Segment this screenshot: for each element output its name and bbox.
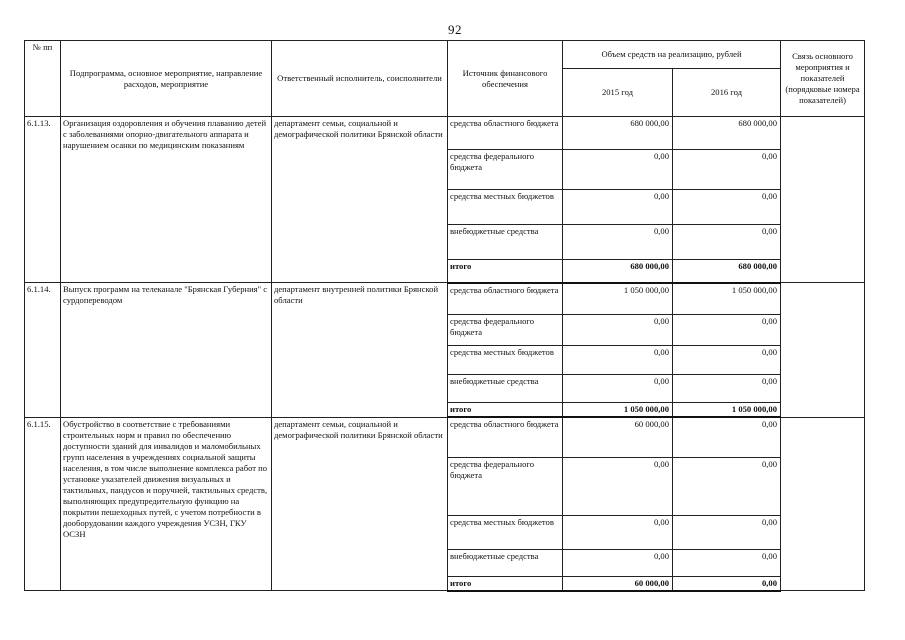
source-label: средства федерального бюджета [448,150,563,190]
row-num: 6.1.14. [25,283,61,418]
value-2015: 0,00 [563,315,673,346]
source-label: средства областного бюджета [448,283,563,315]
header-link: Связь основного мероприятия и показателей (порядковые номера показателей) [781,41,865,117]
value-2015: 60 000,00 [563,417,673,457]
row-group-6-1-13 [25,117,865,283]
value-2016: 1 050 000,00 [673,283,781,315]
header-year-2015: 2015 год [563,69,673,117]
row-responsible: департамент семьи, социальной и демографической политики Брянской области [272,117,448,283]
page-number: 92 [448,22,462,37]
value-2016: 0,00 [673,515,781,549]
header-source: Источник финансового обеспечения [448,41,563,117]
source-label: средства местных бюджетов [448,346,563,375]
value-2016: 0,00 [673,549,781,576]
link-cell [781,283,865,418]
source-label: средства федерального бюджета [448,457,563,515]
value-2015: 0,00 [563,190,673,225]
row-name: Выпуск программ на телеканале "Брянская Губерния" с сурдопереводом [61,283,272,418]
header-subprogram: Подпрограмма, основное мероприятие, направление расходов, мероприятие [61,41,272,117]
total-label: итого [448,260,563,283]
value-2015: 0,00 [563,346,673,375]
link-cell [781,417,865,591]
source-label: средства областного бюджета [448,417,563,457]
value-2016: 0,00 [673,225,781,260]
header-num: № пп [25,41,61,117]
row-group-6-1-15 [25,417,865,591]
source-label: внебюджетные средства [448,549,563,576]
value-2016: 0,00 [673,417,781,457]
row-group-6-1-14 [25,283,865,418]
link-cell [781,117,865,283]
source-label: средства местных бюджетов [448,515,563,549]
value-2015: 0,00 [563,225,673,260]
value-2016: 680 000,00 [673,117,781,150]
row-responsible: департамент семьи, социальной и демографической политики Брянской области [272,417,448,591]
value-2015: 1 050 000,00 [563,283,673,315]
total-2015: 60 000,00 [563,576,673,591]
total-2016: 1 050 000,00 [673,403,781,418]
value-2016: 0,00 [673,457,781,515]
value-2015: 0,00 [563,549,673,576]
total-2016: 680 000,00 [673,260,781,283]
header-year-2016: 2016 год [673,69,781,117]
source-label: средства федерального бюджета [448,315,563,346]
value-2015: 0,00 [563,457,673,515]
total-2015: 680 000,00 [563,260,673,283]
value-2016: 0,00 [673,375,781,403]
total-label: итого [448,576,563,591]
total-label: итого [448,403,563,418]
source-label: средства областного бюджета [448,117,563,150]
value-2016: 0,00 [673,315,781,346]
row-num: 6.1.13. [25,117,61,283]
total-2015: 1 050 000,00 [563,403,673,418]
value-2015: 680 000,00 [563,117,673,150]
row-num: 6.1.15. [25,417,61,591]
value-2015: 0,00 [563,150,673,190]
header-volume: Объем средств на реализацию, рублей [563,41,781,69]
value-2015: 0,00 [563,515,673,549]
row-name: Организация оздоровления и обучения плаванию детей с заболеваниями опорно-двигательного аппарата и нарушением осанки по медицинским показаниям [61,117,272,283]
funding-table [24,40,865,592]
source-label: средства местных бюджетов [448,190,563,225]
source-label: внебюджетные средства [448,375,563,403]
value-2016: 0,00 [673,150,781,190]
header-responsible: Ответственный исполнитель, соисполнители [272,41,448,117]
total-2016: 0,00 [673,576,781,591]
source-label: внебюджетные средства [448,225,563,260]
value-2016: 0,00 [673,346,781,375]
row-name: Обустройство в соответствие с требованиями строительных норм и правил по обеспечению доступности зданий для инвалидов и маломобильных групп населения в учреждениях социальной защиты населения, в том числе выполнение комплекса работ по установке указателей движения визуальных и тактильных, пандусов и поручней, тактильных средств, выполняющих предупредительную функцию на покрытии пешеходных путей, с учетом потребности в дооборудовании каждого учреждения УСЗН, ГКУ ОСЗН [61,417,272,591]
row-responsible: департамент внутренней политики Брянской области [272,283,448,418]
value-2016: 0,00 [673,190,781,225]
value-2015: 0,00 [563,375,673,403]
